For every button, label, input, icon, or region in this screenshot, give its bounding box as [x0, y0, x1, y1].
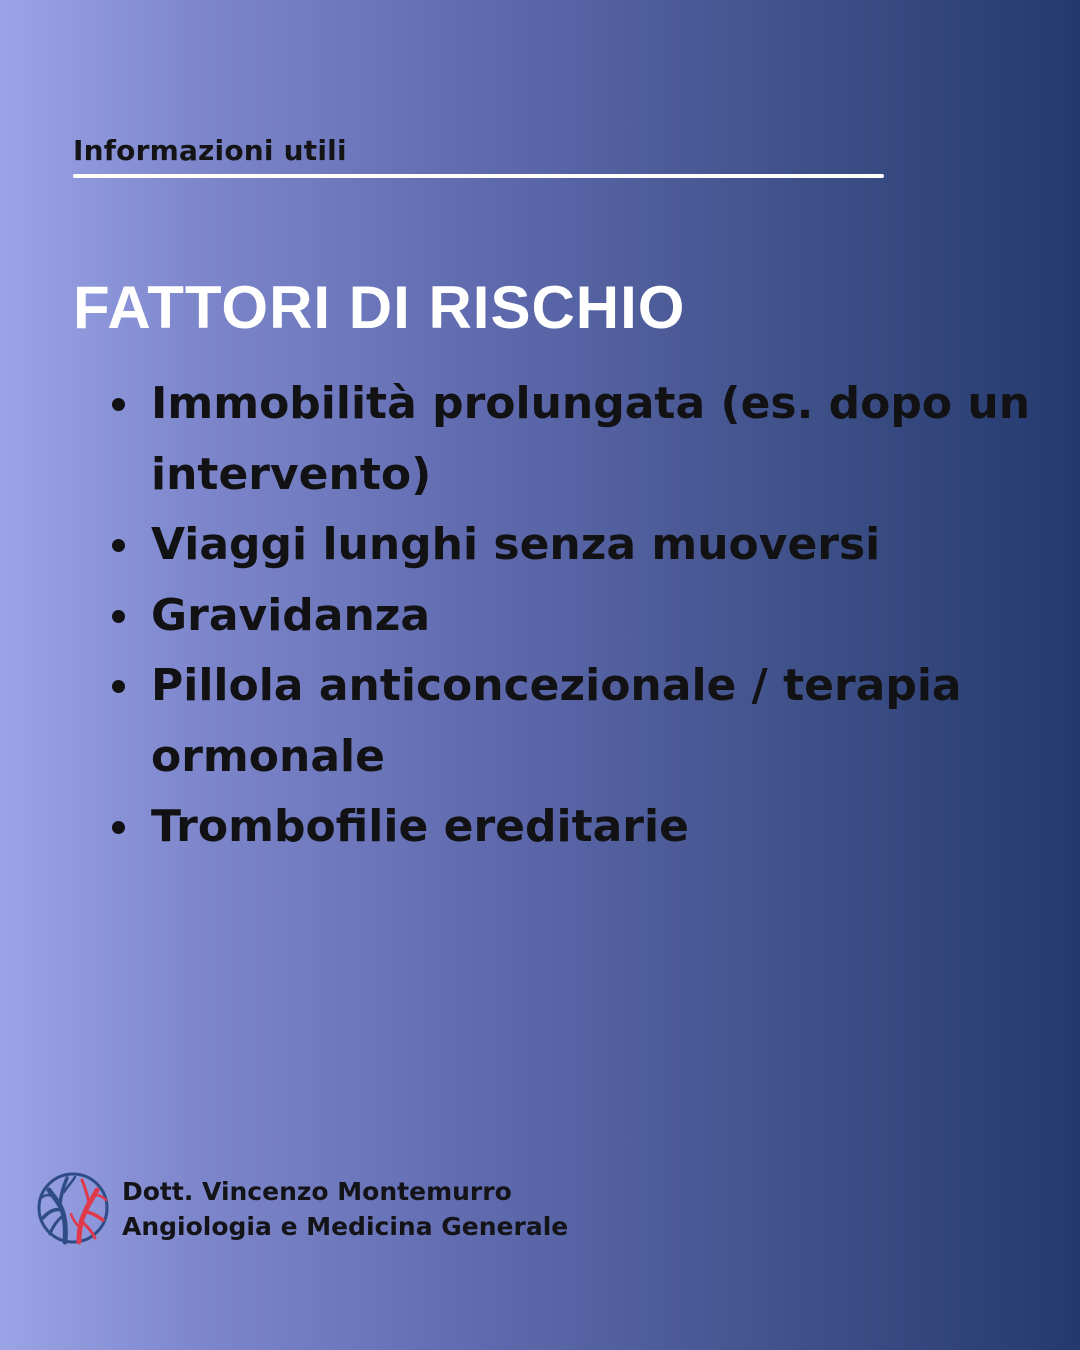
- section-divider: [73, 174, 884, 178]
- bullet-dot: [112, 398, 125, 411]
- doctor-name: Dott. Vincenzo Montemurro: [122, 1177, 512, 1206]
- list-item-text: Pillola anticoncezionale / terapia ormonale: [151, 660, 962, 782]
- section-label: Informazioni utili: [73, 134, 347, 167]
- bullet-dot: [112, 610, 125, 623]
- list-item: [108, 369, 1048, 510]
- footer-text-block: [122, 1174, 568, 1244]
- list-item: [108, 651, 1048, 792]
- bullet-dot: [112, 539, 125, 552]
- list-item-text: Gravidanza: [151, 589, 431, 641]
- list-item-text: Trombofilie ereditarie: [151, 801, 689, 852]
- list-item: [108, 792, 1048, 863]
- list-item-text: Viaggi lunghi senza muoversi: [151, 519, 881, 570]
- list-item-text: Immobilità prolungata (es. dopo un intervento): [151, 378, 1031, 500]
- doctor-specialty: Angiologia e Medicina Generale: [122, 1212, 569, 1241]
- bullet-dot: [112, 680, 125, 693]
- list-item: [108, 581, 1048, 652]
- risk-factor-list: [108, 369, 1048, 863]
- bullet-dot: [112, 821, 125, 834]
- vascular-tree-logo-icon: [35, 1170, 111, 1246]
- list-item: [108, 510, 1048, 581]
- page-title: FATTORI DI RISCHIO: [73, 274, 686, 341]
